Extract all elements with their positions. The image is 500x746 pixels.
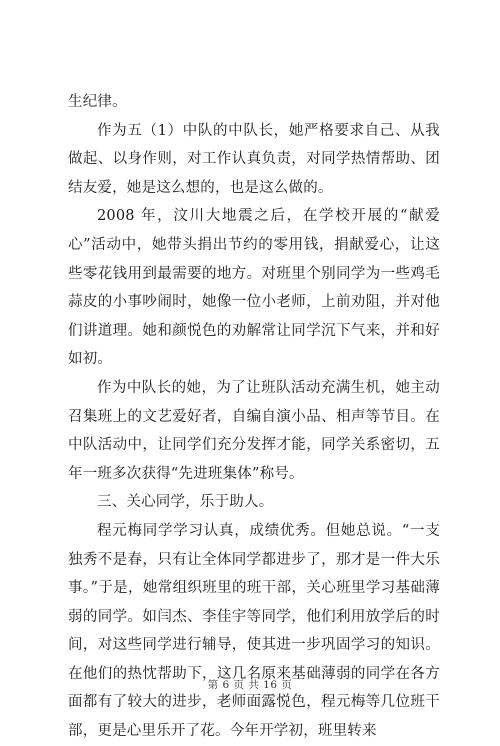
paragraph-helping-classmates: 程元梅同学学习认真，成绩优秀。但她总说。“一支独秀不是春，只有让全体同学都进步了，那才是一件大乐事。”于是，她常组织班里的班干部，关心班里学习基础薄弱的同学。如闫杰、李佳宇等同学，他们利用放学后的时间，对这些同学进行辅导，使其进一步巩固学习的知识。在他们的热忱帮助下，这几名原来基础薄弱的同学在各方面都有了较大的进步，老师面露悦色，程元梅等几位班干部，更是心里乐开了花。今年开学初，班里转来 [68, 522, 440, 740]
section-heading-caring: 三、关心同学，乐于助人。 [97, 494, 274, 511]
page-footer: 第 6 页 共 16 页 [207, 679, 293, 691]
paragraph-squadron-leader: 作为五（1）中队的中队长，她严格要求自己、从我做起、以身作则，对工作认真负责，对同学热情帮助、团结友爱，她是这么想的，也是这么做的。 [68, 122, 440, 196]
paragraph-continuation: 生纪律。 [68, 94, 127, 110]
document-body [68, 88, 440, 746]
paragraph-class-activities: 作为中队长的她，为了让班队活动充满生机，她主动召集班上的文艺爱好者，自编自演小品、相声等节目。在中队活动中，让同学们充分发挥才能，同学关系密切，五年一班多次获得“先进班集体”称号。 [68, 379, 440, 482]
paragraph-earthquake-donation: 2008 年，汶川大地震之后，在学校开展的“献爱心”活动中，她带头捐出节约的零用钱，捐献爱心，让这些零花钱用到最需要的地方。对班里个别同学为一些鸡毛蒜皮的小事吵闹时，她像一位小老师，上前劝阻，并对他们讲道理。她和颜悦色的劝解常让同学沉下气来，并和好如初。 [68, 208, 440, 368]
